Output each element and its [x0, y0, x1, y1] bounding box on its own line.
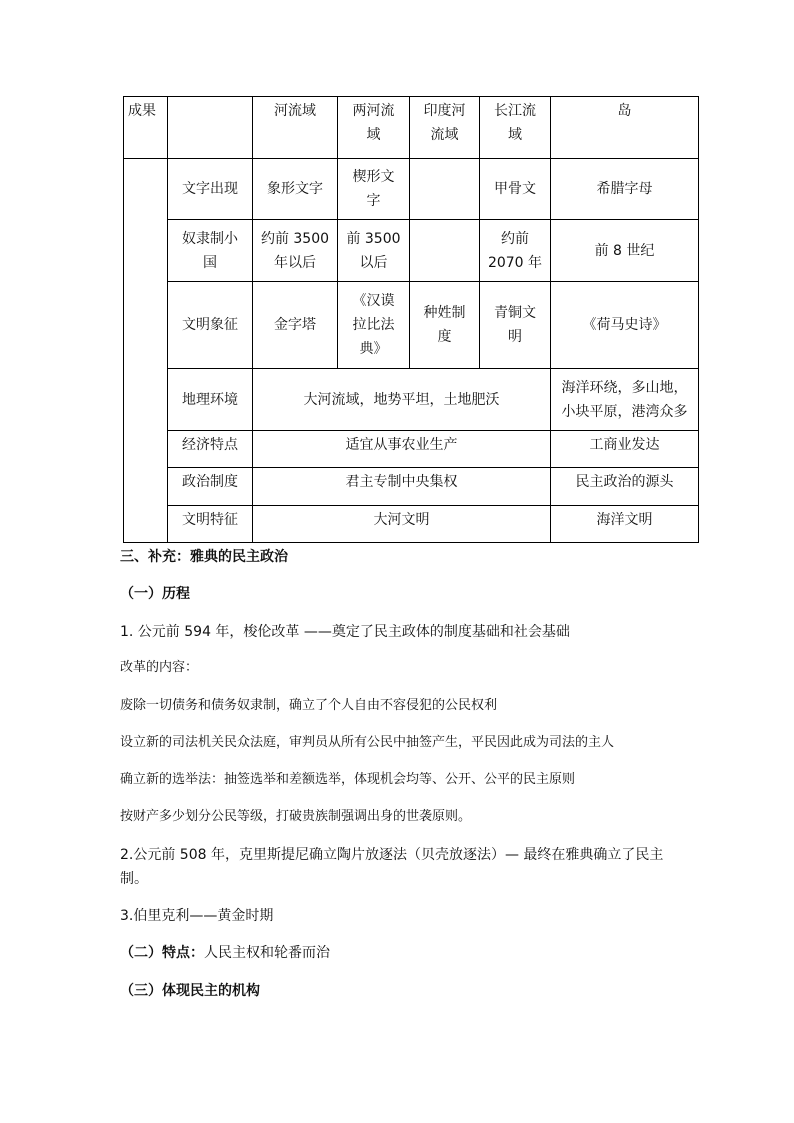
header-cell: 两河流 域 — [338, 97, 410, 159]
sea-cell: 工商业发达 — [551, 431, 699, 468]
table-cell: 楔形文 字 — [338, 159, 410, 220]
table-row — [124, 282, 699, 369]
header-cell: 长江流 域 — [480, 97, 551, 159]
row-label: 地理环境 — [168, 369, 253, 431]
river-cell: 大河流域，地势平坦，土地肥沃 — [253, 369, 551, 431]
paragraph-text: 1. 公元前 594 年，梭伦改革 ——奠定了民主政体的制度基础和社会基础 — [120, 624, 570, 640]
river-cell: 君主专制中央集权 — [253, 468, 551, 506]
row-label: 经济特点 — [168, 431, 253, 468]
table-header-row — [124, 97, 699, 159]
table-row — [124, 220, 699, 282]
paragraph: 废除一切债务和债务奴隶制，确立了个人自由不容侵犯的公民权利 — [120, 698, 498, 713]
row-label: 政治制度 — [168, 468, 253, 506]
header-cell: 成果 — [124, 97, 168, 159]
paragraph: 按财产多少划分公民等级，打破贵族制强调出身的世袭原则。 — [120, 809, 472, 824]
subsection-text: 人民主权和轮番而治 — [204, 945, 330, 961]
table-row — [124, 369, 699, 431]
blank-cell — [124, 159, 168, 543]
paragraph: 设立新的司法机关民众法庭，审判员从所有公民中抽签产生，平民因此成为司法的主人 — [120, 735, 615, 750]
table-cell: 前 8 世纪 — [551, 220, 699, 282]
table-cell: 希腊字母 — [551, 159, 699, 220]
table-row — [124, 468, 699, 506]
table-cell — [410, 220, 480, 282]
table-cell: 约前 3500 年以后 — [253, 220, 338, 282]
table-cell — [410, 159, 480, 220]
table-row — [124, 506, 699, 543]
section-heading: 三、补充：雅典的民主政治 — [120, 549, 288, 565]
row-label: 奴隶制小 国 — [168, 220, 253, 282]
header-cell: 印度河 流域 — [410, 97, 480, 159]
subsection-heading — [120, 941, 330, 965]
row-label: 文字出现 — [168, 159, 253, 220]
subsection-heading: （三）体现民主的机构 — [120, 983, 260, 999]
sea-cell: 海洋环绕，多山地， 小块平原，港湾众多 — [551, 369, 699, 431]
table-cell: 《荷马史诗》 — [551, 282, 699, 369]
table-cell: 金字塔 — [253, 282, 338, 369]
table-cell: 种姓制 度 — [410, 282, 480, 369]
header-cell — [168, 97, 253, 159]
header-cell: 岛 — [551, 97, 699, 159]
subsection-label: （二）特点： — [120, 945, 204, 961]
sea-cell: 海洋文明 — [551, 506, 699, 543]
table-row — [124, 159, 699, 220]
paragraph: 2.公元前 508 年，克里斯提尼确立陶片放逐法（贝壳放逐法）— 最终在雅典确立了民主制。 — [120, 847, 664, 887]
paragraph: 改革的内容： — [120, 660, 199, 675]
river-cell: 适宜从事农业生产 — [253, 431, 551, 468]
row-label: 文明特征 — [168, 506, 253, 543]
header-cell: 河流域 — [253, 97, 338, 159]
table-cell: 前 3500 以后 — [338, 220, 410, 282]
table-cell: 甲骨文 — [480, 159, 551, 220]
sea-cell: 民主政治的源头 — [551, 468, 699, 506]
table-cell: 约前 2070 年 — [480, 220, 551, 282]
table-cell: 青铜文 明 — [480, 282, 551, 369]
subsection-heading: （一）历程 — [120, 586, 190, 602]
table-cell: 象形文字 — [253, 159, 338, 220]
paragraph: 3.伯里克利——黄金时期 — [120, 908, 274, 924]
table-cell: 《汉谟 拉比法 典》 — [338, 282, 410, 369]
river-cell: 大河文明 — [253, 506, 551, 543]
table-row — [124, 431, 699, 468]
comparison-table — [123, 96, 699, 543]
paragraph: 确立新的选举法：抽签选举和差额选举，体现机会均等、公开、公平的民主原则 — [120, 772, 576, 787]
paragraph — [120, 620, 570, 644]
row-label: 文明象征 — [168, 282, 253, 369]
